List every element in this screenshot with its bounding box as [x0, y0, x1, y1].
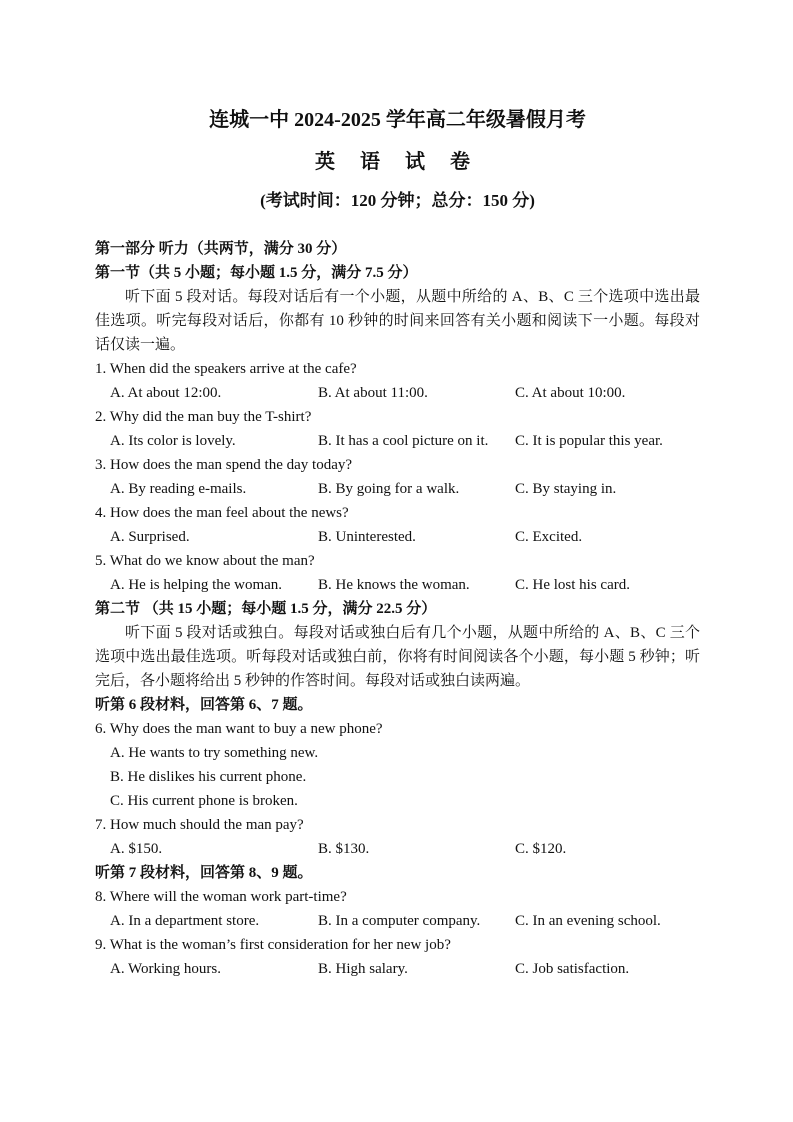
- question-stem: 1. When did the speakers arrive at the cafe?: [95, 361, 357, 377]
- option-c: C. At about 10:00.: [515, 385, 626, 401]
- option-b: B. He dislikes his current phone.: [110, 769, 307, 785]
- question-8: [95, 885, 700, 933]
- option-a: A. In a department store.: [110, 913, 260, 929]
- exam-title: 连城一中 2024-2025 学年高二年级暑假月考: [209, 109, 586, 131]
- options-column: [95, 741, 700, 813]
- part1-heading: 第一部分 听力（共两节，满分 30 分）: [95, 241, 347, 257]
- question-stem: 6. Why does the man want to buy a new phone?: [95, 721, 383, 737]
- question-2: [95, 405, 700, 453]
- exam-subtitle: 英 语 试 卷: [315, 151, 480, 173]
- section1-heading: 第一节（共 5 小题；每小题 1.5 分，满分 7.5 分）: [95, 265, 418, 281]
- options-row: [95, 381, 700, 405]
- section2-heading: 第二节 （共 15 小题；每小题 1.5 分，满分 22.5 分）: [95, 601, 437, 617]
- question-stem: 3. How does the man spend the day today?: [95, 457, 353, 473]
- question-6: [95, 717, 700, 813]
- option-b: B. By going for a walk.: [318, 481, 460, 497]
- question-stem: 2. Why did the man buy the T-shirt?: [95, 409, 312, 425]
- option-c: C. He lost his card.: [515, 577, 630, 593]
- page-content: [95, 108, 700, 981]
- option-b: B. High salary.: [318, 961, 408, 977]
- options-row: [95, 909, 700, 933]
- option-c: C. $120.: [515, 841, 567, 857]
- section1-directions: 听下面 5 段对话。每段对话后有一个小题，从题中所给的 A、B、C 三个选项中选出最佳选项。听完每段对话后，你都有 10 秒钟的时间来回答有关小题和阅读下一小题。每段对话仅读一遍。: [95, 289, 700, 353]
- question-4: [95, 501, 700, 549]
- question-stem: 9. What is the woman’s first consideration for her new job?: [95, 937, 451, 953]
- option-b: B. It has a cool picture on it.: [318, 433, 489, 449]
- option-b: B. Uninterested.: [318, 529, 416, 545]
- material-7-heading: 听第 7 段材料，回答第 8、9 题。: [95, 865, 313, 881]
- question-stem: 7. How much should the man pay?: [95, 817, 304, 833]
- options-row: [95, 525, 700, 549]
- exam-info: (考试时间：120 分钟；总分：150 分): [260, 191, 535, 210]
- section2-directions: 听下面 5 段对话或独白。每段对话或独白后有几个小题，从题中所给的 A、B、C 三个选项中选出最佳选项。听每段对话或独白前，你将有时间阅读各个小题，每小题 5 秒钟；听完后，各小题将给出 5 秒钟的作答时间。每段对话或独白读两遍。: [95, 625, 700, 689]
- option-b: B. At about 11:00.: [318, 385, 428, 401]
- question-5: [95, 549, 700, 597]
- question-stem: 8. Where will the woman work part-time?: [95, 889, 347, 905]
- material-6-heading: 听第 6 段材料，回答第 6、7 题。: [95, 697, 313, 713]
- option-a: A. By reading e-mails.: [110, 481, 247, 497]
- option-b: B. In a computer company.: [318, 913, 481, 929]
- option-b: B. $130.: [318, 841, 370, 857]
- option-c: C. Job satisfaction.: [515, 961, 630, 977]
- question-stem: 5. What do we know about the man?: [95, 553, 315, 569]
- question-3: [95, 453, 700, 501]
- option-a: A. Its color is lovely.: [110, 433, 236, 449]
- option-c: C. It is popular this year.: [515, 433, 663, 449]
- option-a: A. $150.: [110, 841, 163, 857]
- options-row: [95, 429, 700, 453]
- question-stem: 4. How does the man feel about the news?: [95, 505, 349, 521]
- question-9: [95, 933, 700, 981]
- option-a: A. He wants to try something new.: [110, 745, 319, 761]
- option-c: C. Excited.: [515, 529, 583, 545]
- options-row: [95, 837, 700, 861]
- option-c: C. By staying in.: [515, 481, 617, 497]
- options-row: [95, 477, 700, 501]
- option-a: A. At about 12:00.: [110, 385, 222, 401]
- option-c: C. His current phone is broken.: [110, 793, 298, 809]
- option-c: C. In an evening school.: [515, 913, 661, 929]
- option-a: A. Working hours.: [110, 961, 222, 977]
- options-row: [95, 957, 700, 981]
- question-7: [95, 813, 700, 861]
- options-row: [95, 573, 700, 597]
- option-a: A. He is helping the woman.: [110, 577, 283, 593]
- option-b: B. He knows the woman.: [318, 577, 470, 593]
- option-a: A. Surprised.: [110, 529, 190, 545]
- question-1: [95, 357, 700, 405]
